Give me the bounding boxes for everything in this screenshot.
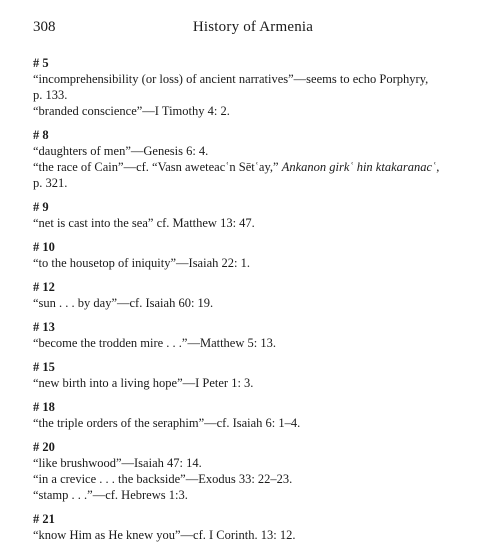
note-15 bbox=[33, 359, 473, 391]
note-line-text: “the race of Cain”—cf. “Vasn aweteacʿn Sētʿay,” bbox=[33, 160, 282, 174]
note-number: # 8 bbox=[33, 128, 49, 142]
note-line: “become the trodden mire . . .”—Matthew 5: 13. bbox=[33, 336, 276, 350]
note-line: p. 321. bbox=[33, 176, 68, 190]
note-line: “in a crevice . . . the backside”—Exodus 33: 22–23. bbox=[33, 472, 293, 486]
note-line: “know Him as He knew you”—cf. I Corinth. 13: 12. bbox=[33, 528, 296, 542]
note-line: “sun . . . by day”—cf. Isaiah 60: 19. bbox=[33, 296, 214, 310]
note-line: “like brushwood”—Isaiah 47: 14. bbox=[33, 456, 202, 470]
note-21 bbox=[33, 511, 473, 543]
note-13 bbox=[33, 319, 473, 351]
note-number: # 18 bbox=[33, 400, 55, 414]
note-10 bbox=[33, 239, 473, 271]
note-line: “new birth into a living hope”—I Peter 1: 3. bbox=[33, 376, 254, 390]
note-line: “net is cast into the sea” cf. Matthew 13: 47. bbox=[33, 216, 255, 230]
armenian-title: Ankanon girkʿ hin ktakaranacʿ bbox=[281, 160, 437, 174]
page-number: 308 bbox=[33, 19, 56, 35]
note-line: p. 133. bbox=[33, 88, 68, 102]
running-head bbox=[33, 19, 473, 39]
note-line: “incomprehensibility (or loss) of ancient narratives”—seems to echo Porphyry, bbox=[33, 72, 429, 86]
note-number: # 21 bbox=[33, 512, 55, 526]
note-8 bbox=[33, 127, 473, 191]
note-line-cain bbox=[33, 159, 473, 175]
note-9 bbox=[33, 199, 473, 231]
note-number: # 5 bbox=[33, 56, 49, 70]
note-5 bbox=[33, 55, 473, 119]
note-line: “branded conscience”—I Timothy 4: 2. bbox=[33, 104, 230, 118]
note-number: # 9 bbox=[33, 200, 49, 214]
note-18 bbox=[33, 399, 473, 431]
note-number: # 13 bbox=[33, 320, 55, 334]
note-line: “the triple orders of the seraphim”—cf. Isaiah 6: 1–4. bbox=[33, 416, 301, 430]
note-number: # 20 bbox=[33, 440, 55, 454]
book-title: History of Armenia bbox=[192, 19, 314, 35]
note-line: “daughters of men”—Genesis 6: 4. bbox=[33, 144, 209, 158]
note-number: # 15 bbox=[33, 360, 55, 374]
note-number: # 12 bbox=[33, 280, 55, 294]
notes-list bbox=[33, 55, 473, 551]
note-line: “to the housetop of iniquity”—Isaiah 22: 1. bbox=[33, 256, 250, 270]
note-12 bbox=[33, 279, 473, 311]
note-20 bbox=[33, 439, 473, 503]
note-number: # 10 bbox=[33, 240, 55, 254]
note-line: “stamp . . .”—cf. Hebrews 1:3. bbox=[33, 488, 188, 502]
note-line-text: , bbox=[436, 160, 440, 174]
